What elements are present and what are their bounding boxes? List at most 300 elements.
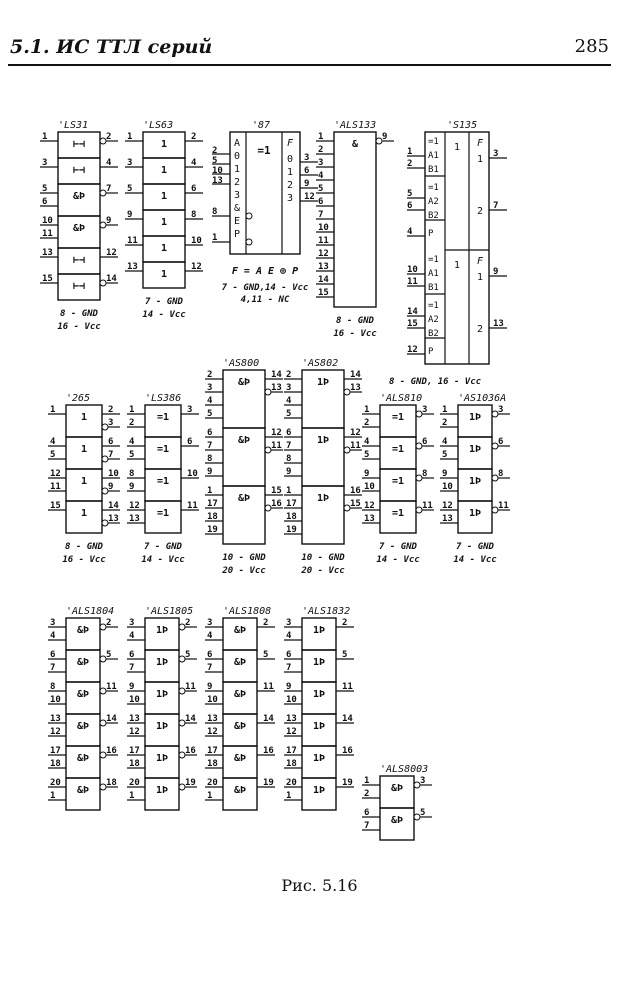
supply-note: 8 - GND: [336, 316, 374, 326]
chip-als133: [316, 120, 394, 339]
chip-title: 'LS386: [145, 393, 182, 404]
output-label: 2: [287, 180, 294, 191]
input-pin-number: 4: [129, 437, 135, 447]
gate-symbol: 1Þ: [316, 493, 330, 504]
input-pin-number: 4: [129, 631, 135, 641]
input-pin-number: 8: [286, 454, 292, 464]
input-pin-number: 13: [286, 714, 297, 724]
chip-als1808: [205, 606, 275, 810]
input-pin-number: 7: [50, 663, 56, 673]
chip-ls31: [40, 120, 118, 332]
input-pin-number: 7: [318, 210, 324, 220]
input-pin-number: 8: [50, 682, 56, 692]
output-pin-number: 5: [263, 650, 269, 660]
input-pin-number: 12: [442, 501, 453, 511]
output-label: 2: [477, 324, 484, 335]
input-pin-number: 4: [442, 437, 448, 447]
gate-symbol: &Þ: [233, 689, 247, 700]
output-pin-number: 13: [108, 514, 119, 524]
input-pin-number: 17: [129, 746, 140, 756]
gate-symbol: ⊢⊣: [72, 139, 86, 150]
chip-als1832: [284, 606, 354, 810]
output-pin-number: 14: [185, 714, 196, 724]
input-pin-number: 3: [127, 158, 133, 168]
output-pin-number: 10: [187, 469, 198, 479]
gate-box: [334, 132, 376, 307]
input-pin-number: 12: [364, 501, 375, 511]
output-pin-number: 13: [271, 383, 282, 393]
supply-note: 7 - GND: [144, 542, 182, 552]
input-pin-number: 12: [50, 469, 61, 479]
input-pin-number: 13: [442, 514, 453, 524]
input-pin-number: 18: [50, 759, 61, 769]
input-label: B1: [428, 165, 439, 175]
input-pin-number: 7: [129, 663, 135, 673]
input-pin-number: 5: [286, 409, 292, 419]
output-pin-number: 13: [493, 319, 504, 329]
gate-symbol: 1Þ: [155, 753, 169, 764]
output-pin-number: 19: [185, 778, 196, 788]
chip-87: [212, 120, 318, 305]
input-pin-number: 11: [42, 229, 53, 239]
input-pin-number: 1: [50, 405, 56, 415]
gate-symbol: &Þ: [233, 721, 247, 732]
block-label: 1: [453, 142, 461, 153]
input-pin-number: 9: [286, 682, 292, 692]
input-pin-number: 5: [50, 450, 56, 460]
input-pin-number: 4: [286, 631, 292, 641]
output-pin-number: 16: [263, 746, 274, 756]
output-pin-number: 14: [271, 370, 282, 380]
output-pin-number: 6: [422, 437, 428, 447]
output-pin-number: 9: [304, 179, 310, 189]
input-pin-number: 5: [212, 156, 218, 166]
inversion-bubble: [246, 213, 252, 219]
output-pin-number: 5: [342, 650, 348, 660]
input-pin-number: 1: [129, 791, 135, 801]
supply-note: 20 - Vcc: [301, 566, 345, 576]
page-header-title: 5.1. ИС ТТЛ серий: [10, 36, 213, 58]
gate-symbol: &Þ: [390, 783, 404, 794]
input-pin-number: 9: [129, 482, 135, 492]
output-pin-number: 16: [271, 499, 282, 509]
input-pin-number: 6: [207, 650, 213, 660]
input-pin-number: 1: [212, 233, 218, 243]
chip-ls63: [125, 120, 203, 320]
input-pin-number: 13: [318, 262, 329, 272]
supply-note: 14 - Vcc: [376, 555, 420, 565]
input-pin-number: 6: [286, 650, 292, 660]
input-pin-number: 17: [207, 499, 218, 509]
supply-note: 4,11 - NC: [240, 295, 290, 305]
output-pin-number: 3: [420, 776, 426, 786]
input-pin-number: 13: [127, 262, 138, 272]
chip-title: 'LS31: [58, 120, 89, 131]
input-pin-number: 2: [286, 370, 292, 380]
input-label: P: [428, 229, 434, 239]
output-pin-number: 4: [191, 158, 197, 168]
gate-symbol: &Þ: [76, 721, 90, 732]
gate-symbol: =1: [391, 476, 405, 487]
output-pin-number: 9: [382, 132, 388, 142]
input-pin-number: 8: [129, 469, 135, 479]
gate-symbol: &Þ: [233, 625, 247, 636]
input-pin-number: 4: [207, 396, 213, 406]
output-label: 1: [477, 154, 484, 165]
output-pin-number: 6: [304, 166, 310, 176]
output-pin-number: 12: [304, 192, 315, 202]
gate-symbol: &: [351, 139, 359, 150]
chip-as802: [284, 358, 362, 576]
input-pin-number: 2: [407, 159, 413, 169]
input-pin-number: 7: [286, 441, 292, 451]
output-pin-number: 2: [106, 132, 112, 142]
gate-symbol: &Þ: [76, 753, 90, 764]
input-label: A1: [428, 269, 439, 279]
input-label: &: [234, 203, 241, 214]
input-pin-number: 18: [207, 759, 218, 769]
gate-symbol: =1: [391, 508, 405, 519]
input-pin-number: 2: [364, 789, 370, 799]
input-pin-number: 1: [127, 132, 133, 142]
supply-note: 7 - GND: [456, 542, 494, 552]
input-pin-number: 1: [442, 405, 448, 415]
input-pin-number: 8: [207, 454, 213, 464]
input-label: B1: [428, 283, 439, 293]
gate-symbol: 1Þ: [316, 435, 330, 446]
gate-symbol: 1Þ: [312, 625, 326, 636]
gate-symbol: 1Þ: [155, 625, 169, 636]
supply-note: 16 - Vcc: [333, 329, 377, 339]
input-label: =1: [428, 301, 439, 311]
supply-note: 8 - GND: [60, 309, 98, 319]
input-pin-number: 1: [407, 147, 413, 157]
input-pin-number: 18: [286, 512, 297, 522]
gate-symbol: ⊢⊣: [72, 255, 86, 266]
input-pin-number: 11: [50, 482, 61, 492]
gate-symbol: &Þ: [233, 753, 247, 764]
gate-symbol: 1Þ: [312, 753, 326, 764]
chip-title: 'AS800: [223, 358, 260, 369]
supply-note: 16 - Vcc: [57, 322, 101, 332]
output-pin-number: 3: [304, 153, 310, 163]
output-pin-number: 11: [187, 501, 198, 511]
gate-symbol: =1: [156, 476, 170, 487]
output-pin-number: 11: [263, 682, 274, 692]
input-pin-number: 6: [50, 650, 56, 660]
input-pin-number: 9: [207, 467, 213, 477]
input-pin-number: 1: [318, 132, 324, 142]
input-pin-number: 15: [42, 274, 53, 284]
input-label: 2: [234, 177, 241, 188]
input-label: E: [234, 216, 241, 227]
gate-symbol: =1: [257, 144, 271, 157]
output-pin-number: 9: [106, 216, 112, 226]
input-pin-number: 9: [127, 210, 133, 220]
gate-symbol: 1: [80, 476, 88, 487]
gate-symbol: 1Þ: [468, 508, 482, 519]
gate-symbol: &Þ: [72, 191, 86, 202]
output-pin-number: 5: [185, 650, 191, 660]
input-pin-number: 11: [127, 236, 138, 246]
chip-title: 'LS63: [143, 120, 174, 131]
input-pin-number: 9: [286, 467, 292, 477]
input-pin-number: 6: [207, 428, 213, 438]
input-label: 0: [234, 151, 241, 162]
output-pin-number: 16: [350, 486, 361, 496]
gate-symbol: &Þ: [233, 657, 247, 668]
input-pin-number: 6: [364, 808, 370, 818]
input-pin-number: 1: [129, 405, 135, 415]
input-pin-number: 10: [129, 695, 140, 705]
input-pin-number: 1: [207, 791, 213, 801]
input-pin-number: 7: [364, 821, 370, 831]
input-pin-number: 12: [407, 345, 418, 355]
output-pin-number: 10: [191, 236, 202, 246]
output-pin-number: 9: [493, 267, 499, 277]
input-pin-number: 10: [42, 216, 53, 226]
page-number: 285: [574, 36, 609, 57]
gate-symbol: =1: [391, 412, 405, 423]
output-label: F: [287, 138, 294, 149]
gate-symbol: &Þ: [76, 689, 90, 700]
gate-symbol: =1: [156, 412, 170, 423]
input-pin-number: 2: [129, 418, 135, 428]
gate-symbol: 1Þ: [312, 785, 326, 796]
input-pin-number: 12: [207, 727, 218, 737]
figure-caption: Рис. 5.16: [281, 876, 358, 895]
output-pin-number: 5: [106, 650, 112, 660]
input-pin-number: 15: [318, 288, 329, 298]
input-label: =1: [428, 183, 439, 193]
chip-title: 'AS802: [302, 358, 339, 369]
supply-note: 7 - GND,14 - Vcc: [221, 283, 309, 293]
gate-symbol: =1: [391, 444, 405, 455]
gate-symbol: 1: [160, 269, 168, 280]
input-pin-number: 4: [318, 171, 324, 181]
input-label: 3: [234, 190, 241, 201]
input-pin-number: 3: [286, 618, 292, 628]
input-label: =1: [428, 137, 439, 147]
output-pin-number: 14: [106, 714, 117, 724]
input-pin-number: 19: [207, 525, 218, 535]
output-pin-number: 6: [498, 437, 504, 447]
output-pin-number: 4: [106, 158, 112, 168]
gate-symbol: &Þ: [72, 223, 86, 234]
output-pin-number: 11: [106, 682, 117, 692]
chip-title: 'ALS810: [380, 393, 423, 404]
input-pin-number: 2: [212, 146, 218, 156]
chip-title: '87: [252, 120, 271, 131]
output-pin-number: 3: [422, 405, 428, 415]
supply-note: 16 - Vcc: [62, 555, 106, 565]
output-pin-number: 8: [191, 210, 197, 220]
chip-title: 'ALS1805: [145, 606, 194, 617]
input-pin-number: 9: [129, 682, 135, 692]
output-label: F: [477, 256, 484, 267]
input-pin-number: 15: [50, 501, 61, 511]
input-pin-number: 1: [42, 132, 48, 142]
input-label: B2: [428, 329, 439, 339]
input-pin-number: 20: [286, 778, 297, 788]
output-pin-number: 11: [185, 682, 196, 692]
input-pin-number: 4: [50, 437, 56, 447]
gate-symbol: 1Þ: [312, 689, 326, 700]
input-pin-number: 10: [442, 482, 453, 492]
input-label: P: [234, 229, 241, 240]
output-pin-number: 2: [342, 618, 348, 628]
input-pin-number: 2: [442, 418, 448, 428]
gate-symbol: 1Þ: [155, 785, 169, 796]
input-pin-number: 13: [42, 248, 53, 258]
input-pin-number: 2: [364, 418, 370, 428]
input-pin-number: 3: [207, 383, 213, 393]
chip-title: 'ALS1804: [66, 606, 115, 617]
input-pin-number: 3: [42, 158, 48, 168]
output-label: 1: [287, 167, 294, 178]
output-pin-number: 2: [106, 618, 112, 628]
input-pin-number: 4: [50, 631, 56, 641]
input-pin-number: 20: [50, 778, 61, 788]
input-pin-number: 5: [407, 189, 413, 199]
gate-symbol: 1: [160, 139, 168, 150]
chip-as1036: [440, 393, 510, 565]
input-pin-number: 3: [50, 618, 56, 628]
chip-title: 'S135: [447, 120, 478, 131]
output-pin-number: 7: [106, 184, 112, 194]
input-label: 1: [234, 164, 241, 175]
input-label: =1: [428, 255, 439, 265]
chip-as800: [205, 358, 283, 576]
output-label: 0: [287, 154, 294, 165]
input-pin-number: 6: [42, 197, 48, 207]
input-pin-number: 1: [207, 486, 213, 496]
input-pin-number: 20: [207, 778, 218, 788]
output-pin-number: 3: [108, 418, 114, 428]
input-pin-number: 5: [364, 450, 370, 460]
input-pin-number: 5: [442, 450, 448, 460]
output-pin-number: 8: [422, 469, 428, 479]
input-pin-number: 3: [129, 618, 135, 628]
output-pin-number: 2: [185, 618, 191, 628]
input-pin-number: 14: [407, 307, 418, 317]
chip-als8003: [362, 764, 432, 840]
input-pin-number: 1: [286, 791, 292, 801]
supply-note: 7 - GND: [379, 542, 417, 552]
input-pin-number: 13: [207, 714, 218, 724]
gate-symbol: 1: [160, 217, 168, 228]
output-pin-number: 2: [263, 618, 269, 628]
gate-symbol: ⊢⊣: [72, 281, 86, 292]
output-pin-number: 12: [350, 428, 361, 438]
input-pin-number: 12: [50, 727, 61, 737]
block-label: 1: [453, 260, 461, 271]
output-pin-number: 2: [108, 405, 114, 415]
input-pin-number: 1: [286, 486, 292, 496]
input-pin-number: 10: [407, 265, 418, 275]
gate-symbol: 1: [160, 165, 168, 176]
input-pin-number: 18: [129, 759, 140, 769]
input-pin-number: 2: [207, 370, 213, 380]
output-pin-number: 12: [191, 262, 202, 272]
input-pin-number: 11: [318, 236, 329, 246]
input-pin-number: 7: [207, 441, 213, 451]
gate-symbol: 1Þ: [312, 721, 326, 732]
gate-symbol: &Þ: [76, 785, 90, 796]
input-pin-number: 9: [364, 469, 370, 479]
output-pin-number: 6: [187, 437, 193, 447]
gate-symbol: &Þ: [233, 785, 247, 796]
output-pin-number: 11: [271, 441, 282, 451]
input-label: A2: [428, 315, 439, 325]
input-pin-number: 12: [286, 727, 297, 737]
supply-note: 14 - Vcc: [453, 555, 497, 565]
gate-symbol: &Þ: [237, 377, 251, 388]
output-pin-number: 2: [191, 132, 197, 142]
gate-symbol: =1: [156, 444, 170, 455]
gate-symbol: &Þ: [237, 493, 251, 504]
chip-title: '265: [66, 393, 91, 404]
input-pin-number: 13: [212, 176, 223, 186]
input-pin-number: 1: [364, 776, 370, 786]
gate-symbol: 1Þ: [468, 444, 482, 455]
gate-symbol: ⊢⊣: [72, 165, 86, 176]
chip-title: 'ALS1832: [302, 606, 351, 617]
input-pin-number: 7: [207, 663, 213, 673]
gate-symbol: =1: [156, 508, 170, 519]
input-pin-number: 9: [442, 469, 448, 479]
output-pin-number: 14: [108, 501, 119, 511]
input-pin-number: 1: [364, 405, 370, 415]
gate-symbol: 1Þ: [316, 377, 330, 388]
output-pin-number: 8: [498, 469, 504, 479]
input-pin-number: 3: [318, 158, 324, 168]
inversion-bubble: [246, 239, 252, 245]
input-pin-number: 4: [286, 396, 292, 406]
input-pin-number: 12: [318, 249, 329, 259]
gate-symbol: 1: [80, 508, 88, 519]
input-pin-number: 13: [364, 514, 375, 524]
output-pin-number: 11: [342, 682, 353, 692]
input-pin-number: 10: [286, 695, 297, 705]
output-pin-number: 3: [498, 405, 504, 415]
output-pin-number: 12: [106, 248, 117, 258]
output-label: 2: [477, 206, 484, 217]
input-label: A2: [428, 197, 439, 207]
chip-als810: [362, 393, 434, 565]
chip-ls386: [127, 393, 199, 565]
input-pin-number: 17: [207, 746, 218, 756]
input-pin-number: 5: [207, 409, 213, 419]
input-pin-number: 19: [286, 525, 297, 535]
chip-s135: [389, 120, 507, 387]
input-pin-number: 8: [212, 207, 218, 217]
output-pin-number: 11: [422, 501, 433, 511]
output-pin-number: 6: [191, 184, 197, 194]
chip-title: 'ALS8003: [380, 764, 429, 775]
input-pin-number: 6: [286, 428, 292, 438]
input-pin-number: 12: [129, 501, 140, 511]
output-pin-number: 10: [108, 469, 119, 479]
input-pin-number: 18: [207, 512, 218, 522]
output-pin-number: 16: [185, 746, 196, 756]
input-pin-number: 6: [318, 197, 324, 207]
gate-symbol: &Þ: [390, 815, 404, 826]
input-pin-number: 1: [50, 791, 56, 801]
gate-symbol: 1Þ: [468, 476, 482, 487]
supply-note: 14 - Vcc: [141, 555, 185, 565]
chip-ls265: [48, 393, 120, 565]
